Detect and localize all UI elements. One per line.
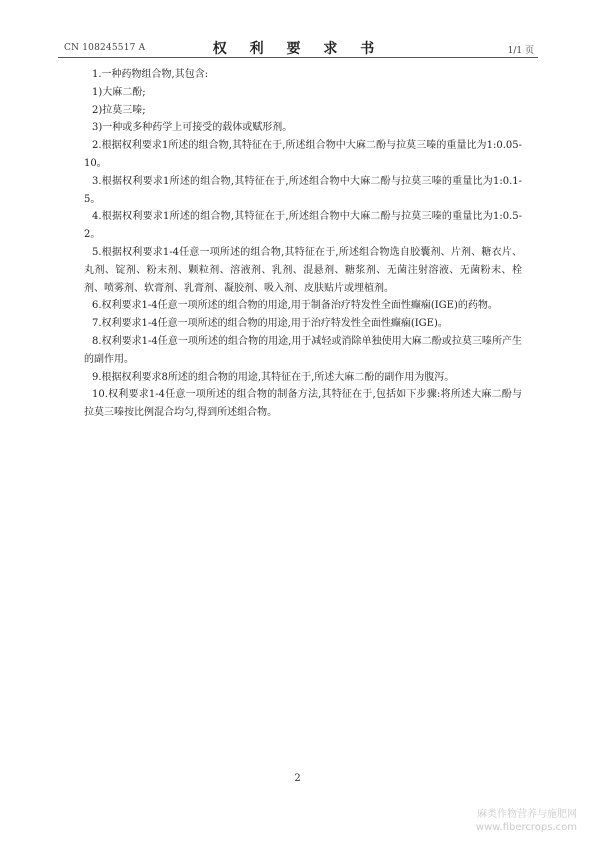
watermark-url: www.fibercrops.com [475, 822, 577, 833]
claim-8: 8.权利要求1-4任意一项所述的组合物的用途,用于减轻或消除单独使用大麻二酚或拉莫三嗪所产生的副作用。 [84, 335, 522, 365]
page-info: 1/1 页 [507, 46, 534, 56]
claim-7: 7.权利要求1-4任意一项所述的组合物的用途,用于治疗特发性全面性癫痫(IGE)。 [92, 318, 448, 330]
watermark [476, 808, 577, 834]
publication-number: CN 108245517 A [64, 43, 146, 53]
claim-3: 3.根据权利要求1所述的组合物,其特征在于,所述组合物中大麻二酚与拉莫三嗪的重量比为1:0.1-5。 [84, 175, 522, 205]
claim-1-item-3: 3)一种或多种药学上可接受的载体或赋形剂。 [92, 122, 293, 134]
claim-1-item-2: 2)拉莫三嗪; [92, 104, 146, 116]
document-header [58, 36, 538, 58]
claim-1-item-1: 1)大麻二酚; [92, 86, 146, 98]
claim-10: 10.权利要求1-4任意一项所述的组合物的制备方法,其特征在于,包括如下步骤:将所述大麻二酚与拉莫三嗪按比例混合均匀,得到所述组合物。 [84, 389, 522, 419]
claims-body [84, 66, 522, 422]
watermark-site-name: 麻类作物营养与施肥网 [477, 809, 577, 820]
claim-4: 4.根据权利要求1所述的组合物,其特征在于,所述组合物中大麻二酚与拉莫三嗪的重量比为1:0.5-2。 [84, 211, 522, 241]
document-title: 权 利 要 求 书 [212, 41, 384, 57]
page-number: 2 [294, 773, 301, 784]
header-rule [58, 57, 538, 58]
claim-6: 6.权利要求1-4任意一项所述的组合物的用途,用于制备治疗特发性全面性癫痫(IGE)的药物。 [92, 300, 498, 312]
claim-9: 9.根据权利要求8所述的组合物的用途,其特征在于,所述大麻二酚的副作用为腹泻。 [92, 371, 455, 383]
claim-5: 5.根据权利要求1-4任意一项所述的组合物,其特征在于,所述组合物选自胶囊剂、片剂、糖衣片、丸剂、锭剂、粉末剂、颗粒剂、溶液剂、乳剂、混悬剂、糖浆剂、无菌注射溶液、无菌粉末、栓剂、喷雾剂、软膏剂、乳膏剂、凝胶剂、吸入剂、皮肤贴片或埋植剂。 [84, 246, 522, 294]
claim-1-intro: 1.一种药物组合物,其包含: [92, 69, 209, 80]
claim-2: 2.根据权利要求1所述的组合物,其特征在于,所述组合物中大麻二酚与拉莫三嗪的重量比为1:0.05-10。 [84, 140, 522, 169]
